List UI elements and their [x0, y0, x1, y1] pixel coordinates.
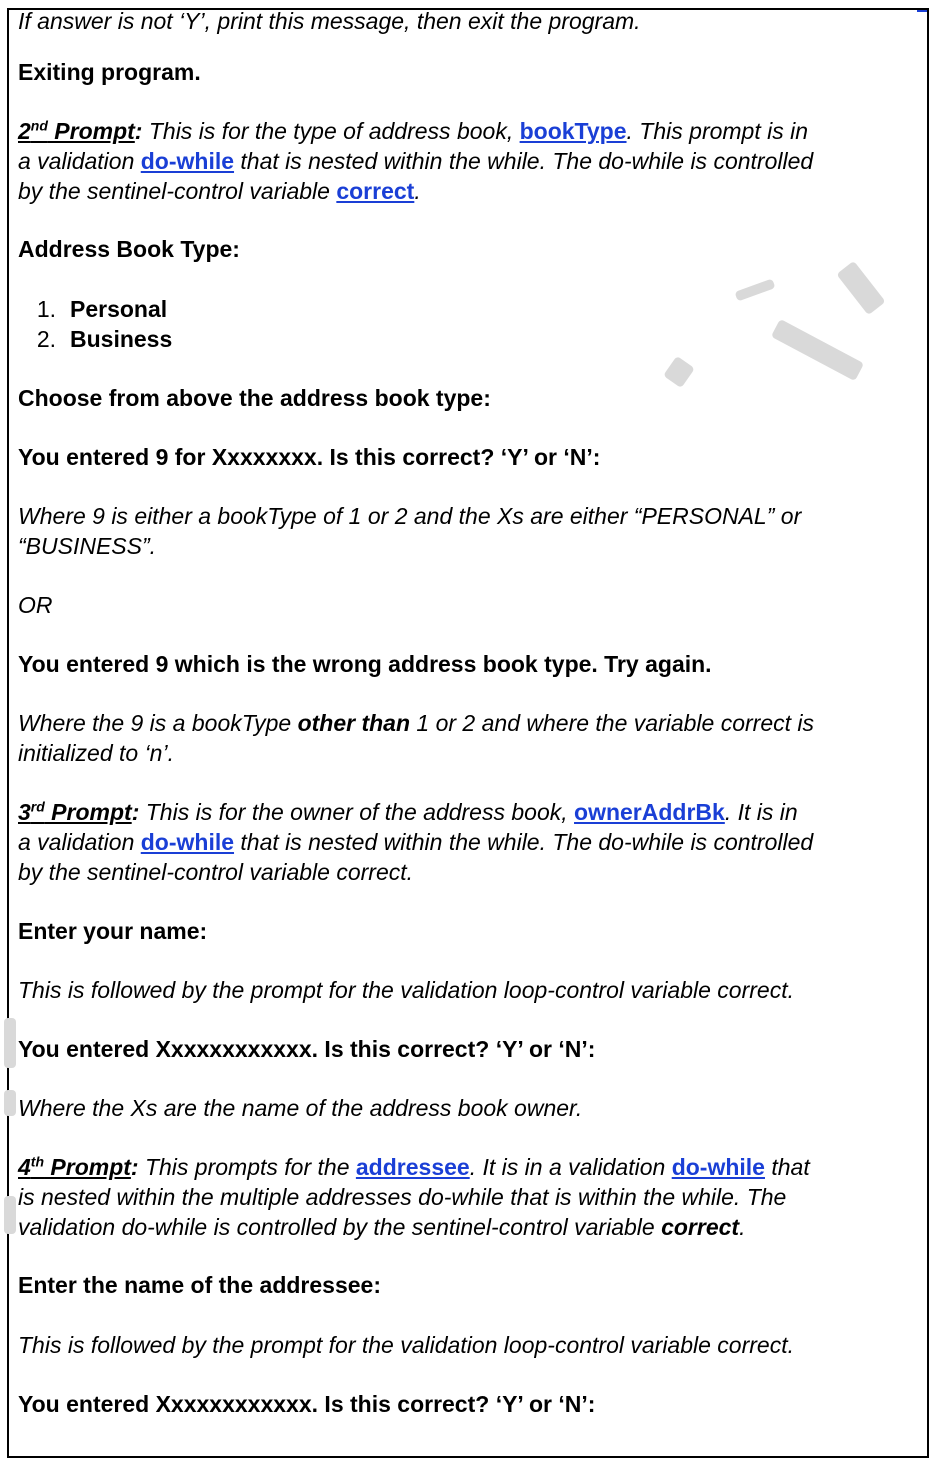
prompt2-line3: by the sentinel-control variable correct.: [18, 178, 421, 204]
prompt3-label: 3rd Prompt: [18, 798, 132, 825]
do-while-link[interactable]: do-while: [140, 829, 235, 855]
or-label: OR: [18, 592, 53, 618]
enter-name-prompt: Enter your name:: [18, 918, 208, 944]
correct-link[interactable]: correct: [336, 178, 415, 204]
prompt3-line1: 3rd Prompt: This is for the owner of the address book, ownerAddrBk. It is in: [18, 798, 798, 825]
addressee-link[interactable]: addressee: [355, 1154, 470, 1180]
option-business: 2. Business: [36, 326, 173, 352]
owneraddrbk-link[interactable]: ownerAddrBk: [574, 799, 725, 825]
option-personal: 1. Personal: [36, 296, 168, 322]
where-9-line1: Where 9 is either a bookType of 1 or 2 and the Xs are either “PERSONAL” or: [18, 503, 802, 529]
confirm-type-prompt: You entered 9 for Xxxxxxxx. Is this correct? ‘Y’ or ‘N’:: [18, 444, 601, 470]
followed-note-2: This is followed by the prompt for the validation loop-control variable correct.: [18, 1332, 794, 1358]
where-other-line1: Where the 9 is a bookType other than 1 or 2 and where the variable correct is: [18, 710, 814, 736]
where-9-line2: “BUSINESS”.: [18, 533, 157, 559]
address-book-type-heading: Address Book Type:: [18, 236, 240, 262]
prompt2-label: 2nd Prompt: [18, 117, 135, 144]
booktype-link[interactable]: bookType: [519, 118, 627, 144]
exiting-message: Exiting program.: [18, 59, 201, 85]
exit-instruction: If answer is not ‘Y’, print this message, then exit the program.: [18, 8, 641, 34]
prompt3-line2: a validation do-while that is nested within the while. The do-while is controlled: [18, 829, 814, 855]
where-other-line2: initialized to ‘n’.: [18, 740, 174, 766]
watermark-stroke: [4, 1090, 16, 1116]
do-while-link[interactable]: do-while: [671, 1154, 765, 1180]
prompt2-line2: a validation do-while that is nested within the while. The do-while is controlled: [18, 148, 814, 174]
prompt4-label: 4th Prompt: [18, 1153, 131, 1180]
watermark-stroke: [4, 1018, 16, 1068]
enter-addressee-prompt: Enter the name of the addressee:: [18, 1272, 381, 1298]
prompt4-line1: 4th Prompt: This prompts for the addressee. It is in a validation do-while that: [18, 1153, 810, 1180]
corner-marker: [917, 10, 927, 12]
confirm-name-prompt: You entered Xxxxxxxxxxxx. Is this correct? ‘Y’ or ‘N’:: [18, 1036, 596, 1062]
wrong-type-message: You entered 9 which is the wrong address book type. Try again.: [18, 651, 712, 677]
prompt2-line1: 2nd Prompt: This is for the type of address book, bookType. This prompt is in: [18, 117, 809, 144]
prompt4-line3: validation do-while is controlled by the sentinel-control variable correct.: [18, 1214, 746, 1240]
where-xs-owner: Where the Xs are the name of the address book owner.: [18, 1095, 583, 1121]
prompt4-line2: is nested within the multiple addresses do-while that is within the while. The: [18, 1184, 787, 1210]
choose-type-prompt: Choose from above the address book type:: [18, 385, 491, 411]
do-while-link[interactable]: do-while: [140, 148, 235, 174]
prompt3-line3: by the sentinel-control variable correct.: [18, 859, 414, 885]
confirm-addressee-prompt: You entered Xxxxxxxxxxxx. Is this correct? ‘Y’ or ‘N’:: [18, 1391, 596, 1417]
followed-note-1: This is followed by the prompt for the validation loop-control variable correct.: [18, 977, 794, 1003]
watermark-stroke: [4, 1196, 16, 1234]
